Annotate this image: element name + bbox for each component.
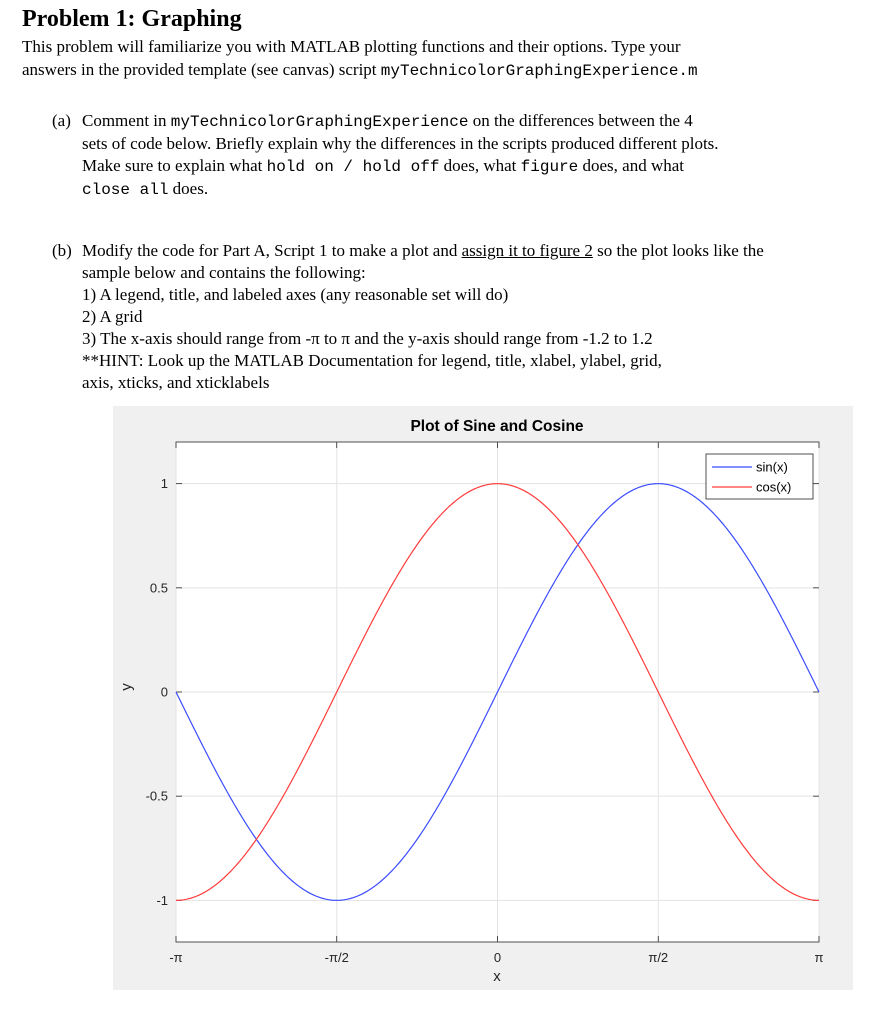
y-tick-label: -0.5 xyxy=(145,788,168,804)
part-a-line-1 xyxy=(52,110,872,133)
x-tick-label: π/2 xyxy=(648,950,669,965)
y-tick-label: 0.5 xyxy=(149,580,168,596)
legend-cos-label: cos(x) xyxy=(756,479,792,495)
part-b-hint-1: **HINT: Look up the MATLAB Documentation for legend, title, xlabel, ylabel, grid, xyxy=(82,351,662,370)
problem-heading: Problem 1: Graphing xyxy=(22,6,242,32)
part-b-item-1: 1) A legend, title, and labeled axes (any reasonable set will do) xyxy=(82,285,509,304)
x-tick-label: -π/2 xyxy=(324,950,349,965)
part-a-code-figure: figure xyxy=(520,158,579,176)
intro-line-2-text: answers in the provided template (see canvas) script xyxy=(22,60,381,79)
part-a-text-4: does, what xyxy=(439,156,521,175)
part-b-item-2: 2) A grid xyxy=(82,307,143,326)
part-a-line-3 xyxy=(52,155,872,178)
intro-line-2 xyxy=(22,58,882,83)
part-a-text-3: Make sure to explain what xyxy=(82,156,267,175)
x-tick-label: π xyxy=(814,950,824,965)
intro-line-1: This problem will familiarize you with MATLAB plotting functions and their options. Type your xyxy=(22,37,681,56)
part-b xyxy=(52,240,882,394)
chart-title: Plot of Sine and Cosine xyxy=(410,418,584,435)
part-a-text-5: does, and what xyxy=(578,156,685,175)
y-tick-label: -1 xyxy=(156,892,168,908)
part-b-label: (b) xyxy=(52,241,72,260)
x-axis-label: x xyxy=(493,968,501,985)
plot-svg xyxy=(113,406,853,990)
part-b-text-1: Modify the code for Part A, Script 1 to make a plot and xyxy=(82,241,462,260)
part-a-text-6: does. xyxy=(168,179,209,198)
part-b-underlined-text: assign it to figure 2 xyxy=(461,241,593,260)
part-b-item-3: 3) The x-axis should range from -π to π and the y-axis should range from -1.2 to 1.2 xyxy=(82,329,653,348)
part-b-hint-2: axis, xticks, and xticklabels xyxy=(82,373,270,392)
part-a-text-2: on the differences between the 4 xyxy=(468,111,693,130)
part-a-line-2: sets of code below. Briefly explain why the differences in the scripts produced different plots. xyxy=(82,134,719,153)
y-tick-label: 1 xyxy=(160,476,168,492)
part-a-code-script: myTechnicolorGraphingExperience xyxy=(170,113,469,131)
legend xyxy=(706,454,813,499)
part-a xyxy=(52,110,872,201)
part-b-line-2: sample below and contains the following: xyxy=(82,263,366,282)
part-a-code-close-all: close all xyxy=(82,181,169,199)
part-a-code-hold: hold on / hold off xyxy=(266,158,440,176)
intro-paragraph xyxy=(22,35,882,83)
part-a-line-4 xyxy=(52,178,872,201)
legend-sin-label: sin(x) xyxy=(756,459,788,475)
part-b-text-2: so the plot looks like the xyxy=(592,241,764,260)
y-tick-label: 0 xyxy=(160,684,168,700)
part-a-label: (a) xyxy=(52,111,71,130)
part-a-text-1: Comment in xyxy=(82,111,171,130)
part-b-line-1 xyxy=(52,240,882,262)
sample-plot-figure xyxy=(113,406,853,990)
x-tick-label: -π xyxy=(169,950,183,965)
x-tick-label: 0 xyxy=(493,950,502,965)
script-name: myTechnicolorGraphingExperience.m xyxy=(380,62,698,80)
y-axis-label: y xyxy=(118,683,135,691)
